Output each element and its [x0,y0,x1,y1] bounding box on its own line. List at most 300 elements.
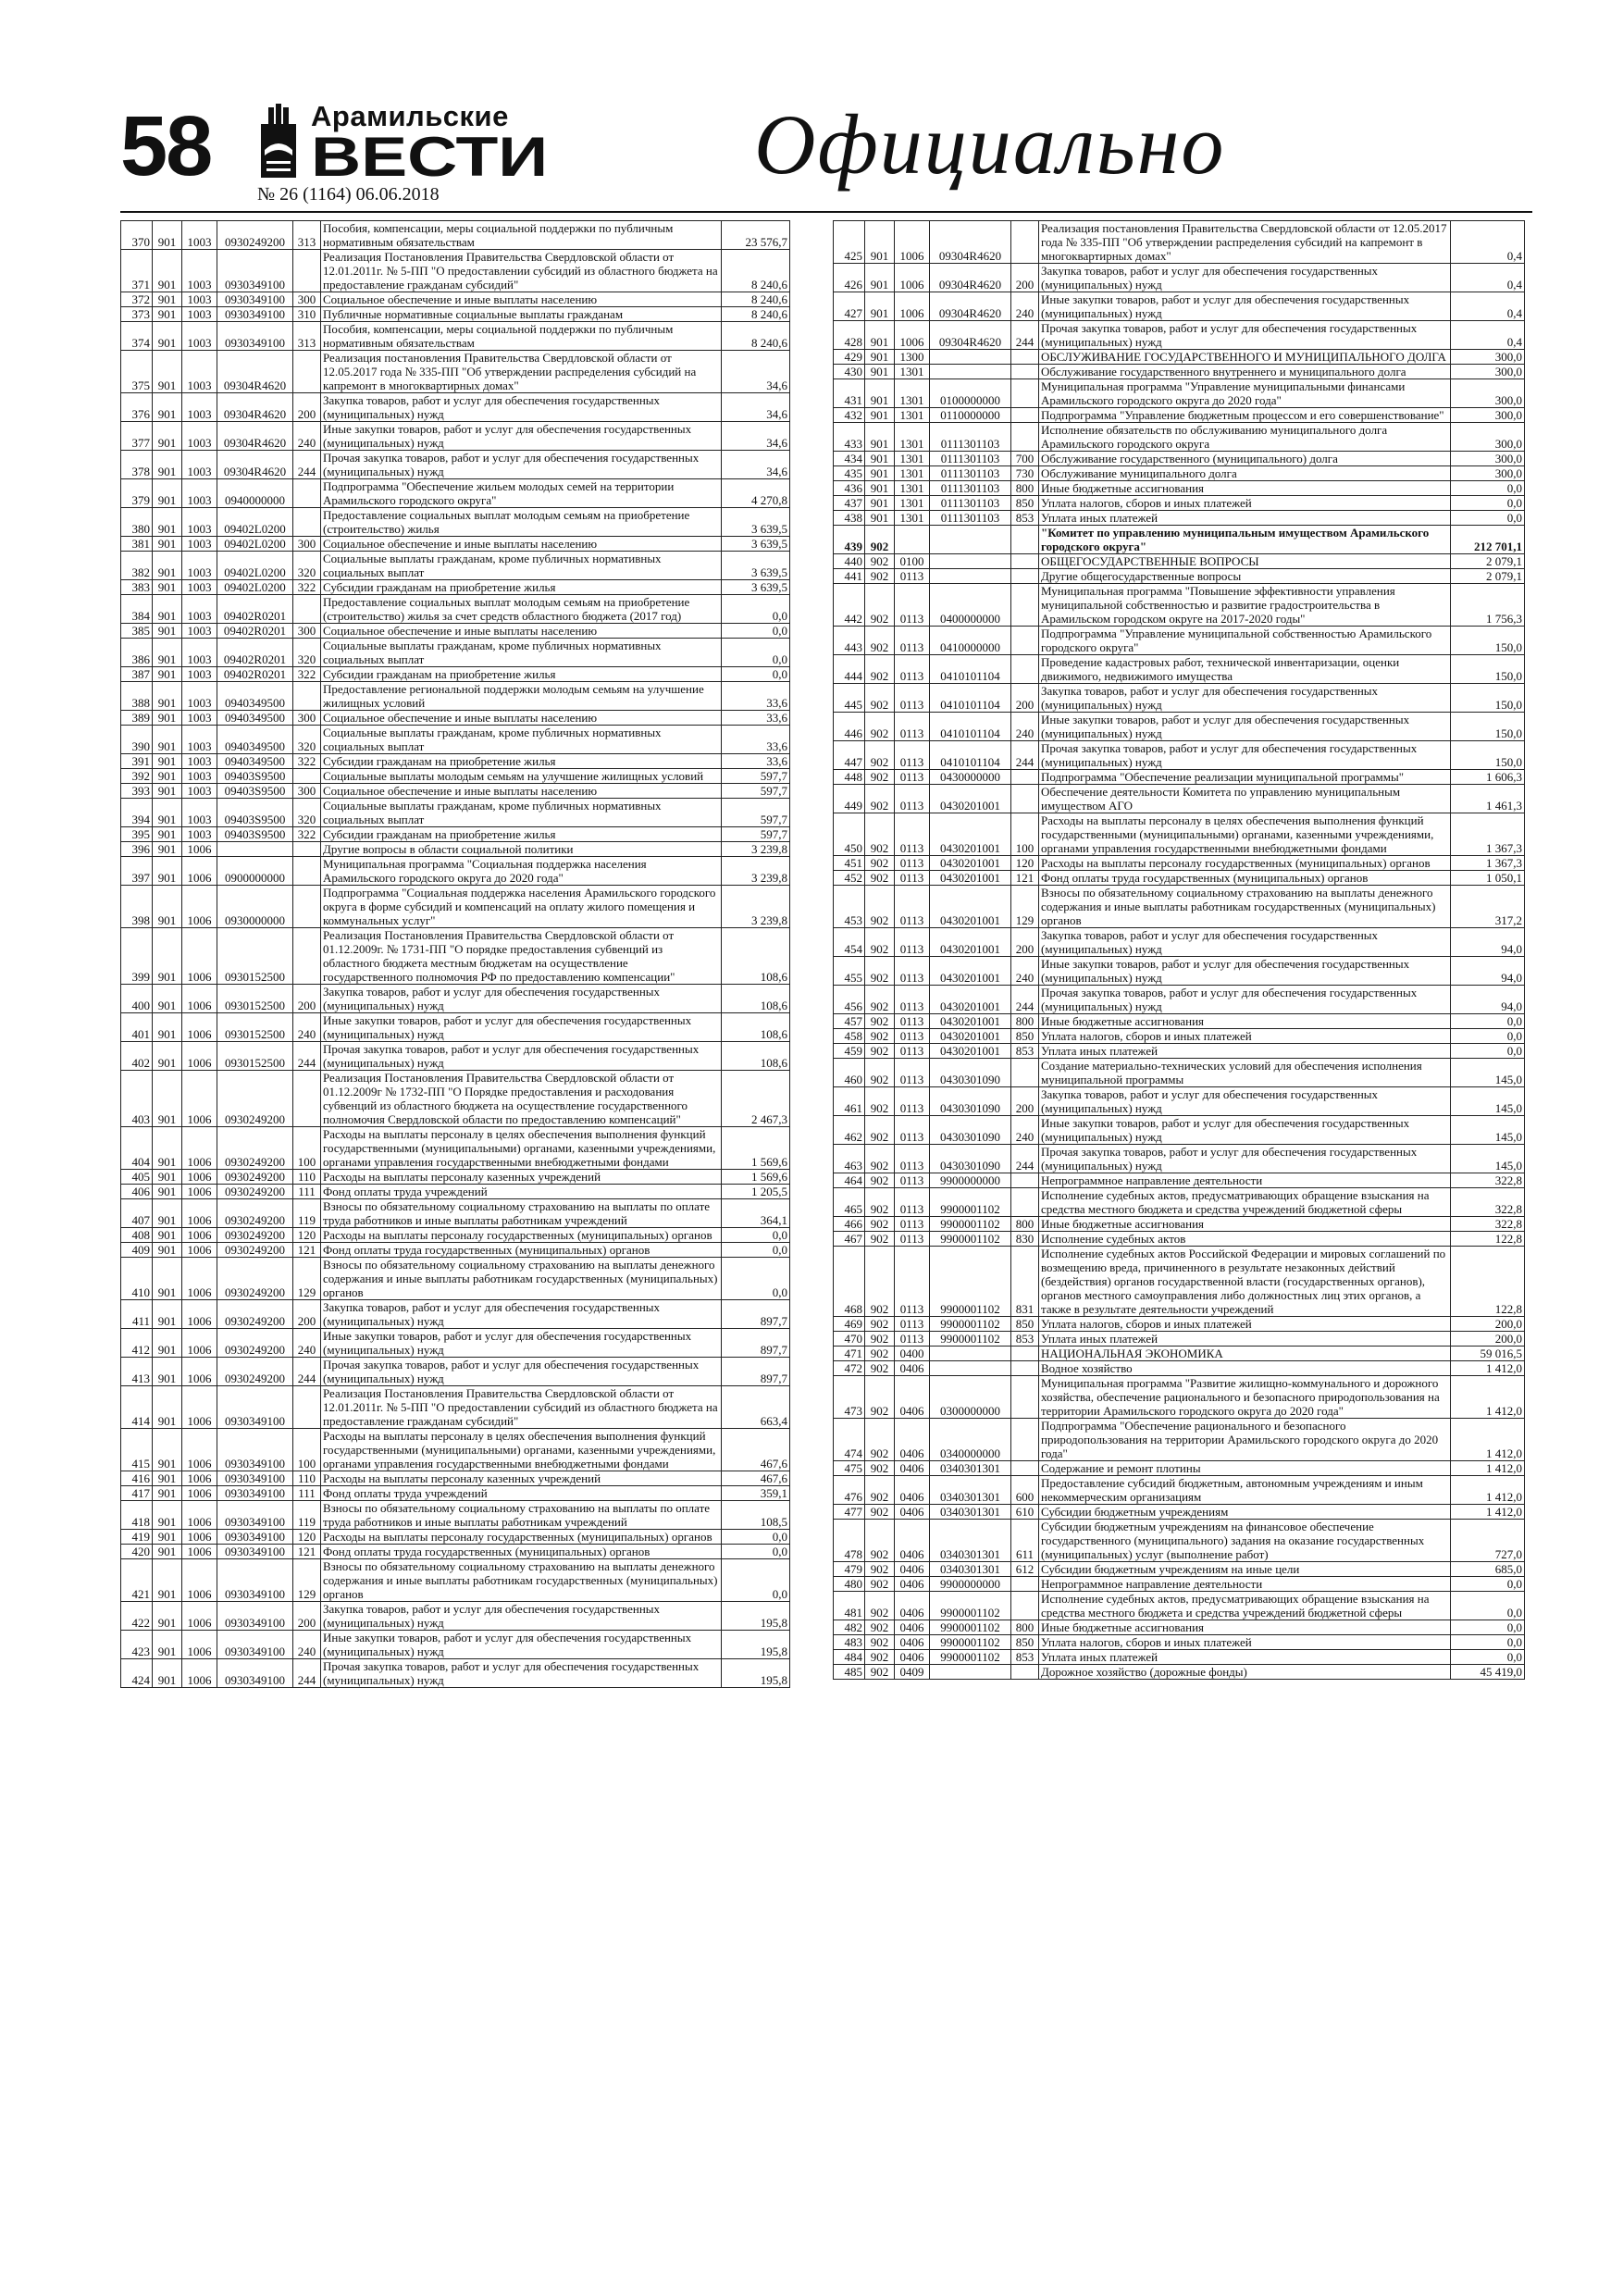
ministry-code: 902 [865,1059,895,1087]
ministry-code: 901 [153,1258,182,1300]
item-name: Непрограммное направление деятельности [1039,1577,1451,1592]
item-name: Прочая закупка товаров, работ и услуг для обеспечения государственных (муниципальных) нужд [321,1358,722,1386]
item-name: Прочая закупка товаров, работ и услуг для обеспечения государственных (муниципальных) нужд [321,451,722,479]
table-row [834,1376,1525,1419]
ministry-code: 901 [153,1127,182,1170]
section-code: 1003 [182,552,217,580]
expense-type: 200 [1011,1087,1039,1116]
table-row [121,1228,790,1243]
table-row [834,986,1525,1014]
section-code: 1003 [182,537,217,552]
item-name: Социальные выплаты гражданам, кроме публичных нормативных социальных выплат [321,552,722,580]
table-row [834,496,1525,511]
item-name: Закупка товаров, работ и услуг для обеспечения государственных (муниципальных) нужд [321,985,722,1013]
table-row [834,813,1525,856]
ministry-code: 902 [865,1461,895,1476]
section-code: 1006 [182,1127,217,1170]
table-row [121,552,790,580]
table-row [834,1317,1525,1332]
target-code: 09403S9500 [217,769,293,784]
section-code: 1301 [895,466,930,481]
target-code: 0930249200 [217,221,293,250]
item-name: Подпрограмма "Обеспечение рационального и безопасного природопользования на территории Арамильского городского округа до 2020 года" [1039,1419,1451,1461]
table-row [834,1044,1525,1059]
target-code [930,569,1011,584]
target-code: 0430201001 [930,886,1011,928]
amount: 94,0 [1451,986,1525,1014]
table-row [834,1419,1525,1461]
item-name: Расходы на выплаты персоналу в целях обеспечения выполнения функций государственными (муниципальными) органами, казенными учреждениями, органами управления государственными внебюджетными фондами [321,1127,722,1170]
table-row [834,423,1525,452]
amount: 8 240,6 [722,322,790,351]
target-code: 0430201001 [930,785,1011,813]
target-code: 0930349100 [217,1559,293,1602]
expense-type: 700 [1011,452,1039,466]
expense-type: 800 [1011,1620,1039,1635]
item-name: Другие вопросы в области социальной политики [321,842,722,857]
section-code: 0113 [895,1188,930,1217]
row-number: 380 [121,508,153,537]
expense-type: 320 [293,726,321,754]
target-code: 9900001102 [930,1232,1011,1247]
row-number: 437 [834,496,865,511]
table-row [834,1620,1525,1635]
item-name: Предоставление социальных выплат молодым семьям на приобретение (строительство) жилья за счет средств областного бюджета (2017 год) [321,595,722,624]
expense-type: 853 [1011,1044,1039,1059]
ministry-code: 901 [153,639,182,667]
section-code: 1003 [182,769,217,784]
section-code: 1003 [182,711,217,726]
section-code: 1003 [182,422,217,451]
item-name: Прочая закупка товаров, работ и услуг для обеспечения государственных (муниципальных) нужд [1039,741,1451,770]
table-row [834,350,1525,365]
section-code: 1301 [895,423,930,452]
target-code: 0430201001 [930,871,1011,886]
row-number: 482 [834,1620,865,1635]
row-number: 378 [121,451,153,479]
ministry-code: 901 [865,221,895,264]
section-code: 1006 [182,1631,217,1659]
item-name: Прочая закупка товаров, работ и услуг для обеспечения государственных (муниципальных) нужд [321,1659,722,1688]
amount: 0,0 [1451,1044,1525,1059]
table-row [834,684,1525,713]
ministry-code: 902 [865,1347,895,1361]
item-name: Уплата налогов, сборов и иных платежей [1039,1635,1451,1650]
section-code: 0113 [895,770,930,785]
item-name: Уплата иных платежей [1039,1332,1451,1347]
expense-type: 600 [1011,1476,1039,1505]
expense-type [1011,1347,1039,1361]
expense-type [293,595,321,624]
ministry-code: 901 [153,580,182,595]
amount: 300,0 [1451,408,1525,423]
row-number: 436 [834,481,865,496]
table-row [834,1476,1525,1505]
section-code: 0113 [895,886,930,928]
section-code: 1003 [182,508,217,537]
table-row [121,1127,790,1170]
ministry-code: 901 [153,1228,182,1243]
expense-type: 120 [1011,856,1039,871]
table-row [834,1361,1525,1376]
table-row [121,1545,790,1559]
row-number: 435 [834,466,865,481]
amount: 1 569,6 [722,1127,790,1170]
section-code: 1301 [895,511,930,526]
section-code: 1003 [182,479,217,508]
table-row [834,1461,1525,1476]
expense-type: 240 [1011,957,1039,986]
expense-type [1011,423,1039,452]
row-number: 438 [834,511,865,526]
table-row [121,842,790,857]
row-number: 431 [834,379,865,408]
table-row [834,569,1525,584]
section-code: 1006 [182,1300,217,1329]
item-name: Субсидии бюджетным учреждениям [1039,1505,1451,1520]
item-name: Иные закупки товаров, работ и услуг для обеспечения государственных (муниципальных) нужд [321,1013,722,1042]
expense-type: 200 [1011,928,1039,957]
amount: 317,2 [1451,886,1525,928]
target-code: 9900001102 [930,1332,1011,1347]
item-name: Социальное обеспечение и иные выплаты населению [321,784,722,799]
item-name: Иные закупки товаров, работ и услуг для обеспечения государственных (муниципальных) нужд [321,422,722,451]
ministry-code: 902 [865,526,895,554]
section-code: 0406 [895,1505,930,1520]
item-name: Закупка товаров, работ и услуг для обеспечения государственных (муниципальных) нужд [1039,684,1451,713]
row-number: 402 [121,1042,153,1071]
target-code: 09304R4620 [930,292,1011,321]
target-code: 0930249200 [217,1185,293,1199]
section-code: 0409 [895,1665,930,1680]
table-row [834,1577,1525,1592]
row-number: 470 [834,1332,865,1347]
target-code: 0930249200 [217,1071,293,1127]
brand-subtitle: Арамильские [311,100,509,132]
ministry-code: 902 [865,627,895,655]
target-code: 0930249200 [217,1300,293,1329]
target-code: 0111301103 [930,481,1011,496]
item-name: Муниципальная программа "Повышение эффективности управления муниципальной собственностью и развитие градостроительства в Арамильском городском округе на 2017-2020 годы" [1039,584,1451,627]
target-code: 0430301090 [930,1116,1011,1145]
amount: 0,0 [1451,1620,1525,1635]
amount: 0,4 [1451,321,1525,350]
ministry-code: 901 [153,985,182,1013]
target-code: 0930349100 [217,1530,293,1545]
row-number: 393 [121,784,153,799]
section-code: 1003 [182,667,217,682]
ministry-code: 901 [153,1530,182,1545]
item-name: Расходы на выплаты персоналу казенных учреждений [321,1471,722,1486]
amount: 0,0 [722,595,790,624]
section-code: 0406 [895,1476,930,1505]
target-code: 0111301103 [930,466,1011,481]
row-number: 418 [121,1501,153,1530]
section-code: 1006 [182,1358,217,1386]
amount: 0,0 [722,1545,790,1559]
section-code: 0113 [895,713,930,741]
section-code: 0113 [895,655,930,684]
row-number: 421 [121,1559,153,1602]
table-row [121,1329,790,1358]
item-name: Непрограммное направление деятельности [1039,1173,1451,1188]
amount: 1 569,6 [722,1170,790,1185]
amount: 322,8 [1451,1217,1525,1232]
row-number: 424 [121,1659,153,1688]
table-row [121,1429,790,1471]
target-code: 0930349100 [217,1501,293,1530]
section-code: 0406 [895,1461,930,1476]
section-code: 1006 [895,292,930,321]
row-number: 386 [121,639,153,667]
row-number: 465 [834,1188,865,1217]
expense-type: 322 [293,580,321,595]
ministry-code: 901 [153,351,182,393]
table-row [834,886,1525,928]
amount: 195,8 [722,1602,790,1631]
table-row [834,1592,1525,1620]
row-number: 382 [121,552,153,580]
item-name: Взносы по обязательному социальному страхованию на выплаты по оплате труда работников и иные выплаты работникам учреждений [321,1199,722,1228]
table-row [834,1665,1525,1680]
target-code: 09304R4620 [217,393,293,422]
section-code: 1006 [182,886,217,928]
table-row [121,667,790,682]
amount: 59 016,5 [1451,1347,1525,1361]
row-number: 439 [834,526,865,554]
target-code: 0930349100 [217,292,293,307]
row-number: 423 [121,1631,153,1659]
row-number: 426 [834,264,865,292]
amount: 597,7 [722,784,790,799]
target-code: 9900001102 [930,1247,1011,1317]
expense-type: 244 [1011,1145,1039,1173]
target-code: 09304R4620 [217,451,293,479]
section-code: 1301 [895,365,930,379]
expense-type: 240 [293,1631,321,1659]
amount: 0,0 [722,1228,790,1243]
section-code: 1006 [182,1258,217,1300]
table-row [121,451,790,479]
item-name: Иные закупки товаров, работ и услуг для обеспечения государственных (муниципальных) нужд [321,1329,722,1358]
item-name: Фонд оплаты труда государственных (муниципальных) органов [321,1243,722,1258]
expense-type [1011,1592,1039,1620]
section-code: 1006 [182,1228,217,1243]
target-code: 0410101104 [930,655,1011,684]
amount: 300,0 [1451,365,1525,379]
expense-type: 100 [1011,813,1039,856]
row-number: 401 [121,1013,153,1042]
item-name: Создание материально-технических условий для обеспечения исполнения муниципальной программы [1039,1059,1451,1087]
ministry-code: 902 [865,1116,895,1145]
item-name: Расходы на выплаты персоналу казенных учреждений [321,1170,722,1185]
item-name: Социальное обеспечение и иные выплаты населению [321,624,722,639]
expense-type [1011,1577,1039,1592]
ministry-code: 901 [153,754,182,769]
amount: 108,6 [722,928,790,985]
expense-type [293,1071,321,1127]
expense-type [1011,584,1039,627]
row-number: 432 [834,408,865,423]
section-code: 0113 [895,1014,930,1029]
section-code: 1006 [182,842,217,857]
coat-of-arms-icon [257,104,300,181]
expense-type: 244 [293,1659,321,1688]
target-code: 0111301103 [930,452,1011,466]
row-number: 403 [121,1071,153,1127]
table-row [834,928,1525,957]
ministry-code: 902 [865,684,895,713]
row-number: 376 [121,393,153,422]
item-name: Иные бюджетные ассигнования [1039,1620,1451,1635]
table-row [834,1635,1525,1650]
amount: 727,0 [1451,1520,1525,1562]
target-code: 09304R4620 [930,321,1011,350]
target-code: 0340301301 [930,1562,1011,1577]
item-name: Предоставление социальных выплат молодым семьям на приобретение (строительство) жилья [321,508,722,537]
section-code: 1003 [182,754,217,769]
expense-type: 100 [293,1127,321,1170]
ministry-code: 902 [865,1232,895,1247]
item-name: Социальное обеспечение и иные выплаты населению [321,711,722,726]
amount: 0,0 [722,1530,790,1545]
ministry-code: 902 [865,1476,895,1505]
ministry-code: 901 [865,379,895,408]
expense-type [1011,1188,1039,1217]
ministry-code: 901 [153,928,182,985]
budget-table-right [833,220,1525,1680]
table-row [834,1145,1525,1173]
amount: 0,4 [1451,221,1525,264]
item-name: Обеспечение деятельности Комитета по управлению муниципальным имуществом АГО [1039,785,1451,813]
table-row [121,322,790,351]
table-row [121,769,790,784]
table-row [121,886,790,928]
ministry-code: 902 [865,928,895,957]
table-row [121,537,790,552]
budget-table-left [120,220,790,1688]
section-code: 0113 [895,957,930,986]
item-name: НАЦИОНАЛЬНАЯ ЭКОНОМИКА [1039,1347,1451,1361]
table-row [834,365,1525,379]
target-code: 0430201001 [930,986,1011,1014]
expense-type: 800 [1011,1217,1039,1232]
row-number: 425 [834,221,865,264]
item-name: Социальное обеспечение и иные выплаты населению [321,292,722,307]
expense-type: 120 [293,1228,321,1243]
row-number: 397 [121,857,153,886]
table-row [121,1071,790,1127]
ministry-code: 901 [153,1429,182,1471]
expense-type [293,886,321,928]
target-code: 0930000000 [217,886,293,928]
ministry-code: 902 [865,1188,895,1217]
section-code: 0406 [895,1592,930,1620]
target-code: 0430201001 [930,1014,1011,1029]
row-number: 398 [121,886,153,928]
expense-type: 200 [1011,264,1039,292]
ministry-code: 901 [153,508,182,537]
row-number: 477 [834,1505,865,1520]
table-row [834,770,1525,785]
ministry-code: 901 [153,1185,182,1199]
expense-type: 320 [293,639,321,667]
table-row [121,508,790,537]
row-number: 375 [121,351,153,393]
row-number: 405 [121,1170,153,1185]
ministry-code: 901 [153,1042,182,1071]
table-row [121,928,790,985]
target-code: 0110000000 [930,408,1011,423]
row-number: 417 [121,1486,153,1501]
target-code: 0930349100 [217,1631,293,1659]
amount: 300,0 [1451,452,1525,466]
section-code: 1003 [182,292,217,307]
expense-type: 611 [1011,1520,1039,1562]
row-number: 462 [834,1116,865,1145]
item-name: Уплата иных платежей [1039,1044,1451,1059]
target-code: 09403S9500 [217,799,293,827]
target-code [930,554,1011,569]
section-code: 1006 [182,1185,217,1199]
item-name: Взносы по обязательному социальному страхованию на выплаты денежного содержания и иные выплаты работникам государственных (муниципальных) органов [1039,886,1451,928]
target-code: 0940349500 [217,726,293,754]
amount: 1 412,0 [1451,1419,1525,1461]
amount: 34,6 [722,351,790,393]
section-code: 1301 [895,481,930,496]
ministry-code: 902 [865,1087,895,1116]
ministry-code: 901 [153,842,182,857]
table-row [121,1631,790,1659]
ministry-code: 901 [865,365,895,379]
target-code: 09402R0201 [217,639,293,667]
table-row [834,1505,1525,1520]
section-code: 1006 [182,928,217,985]
target-code: 0930349100 [217,1545,293,1559]
amount: 1 205,5 [722,1185,790,1199]
expense-type: 244 [1011,741,1039,770]
ministry-code: 901 [153,1013,182,1042]
amount: 0,0 [1451,481,1525,496]
ministry-code: 901 [153,726,182,754]
item-name: Исполнение судебных актов Российской Федерации и мировых соглашений по возмещению вреда, причиненного в результате незаконных действий (бездействия) органов государственной власти (государственных органов), органов местного самоуправления либо должностных лиц этих органов, а также в результате деятельности учреждений [1039,1247,1451,1317]
section-code: 0113 [895,627,930,655]
target-code [930,1665,1011,1680]
expense-type [1011,627,1039,655]
item-name: Предоставление субсидий бюджетным, автономным учреждениям и иным некоммерческим организациям [1039,1476,1451,1505]
amount: 359,1 [722,1486,790,1501]
expense-type [1011,379,1039,408]
ministry-code: 901 [865,481,895,496]
amount: 0,0 [1451,496,1525,511]
item-name: Закупка товаров, работ и услуг для обеспечения государственных (муниципальных) нужд [321,1602,722,1631]
expense-type [1011,1419,1039,1461]
target-code: 9900001102 [930,1188,1011,1217]
target-code: 0930349100 [217,1486,293,1501]
row-number: 406 [121,1185,153,1199]
row-number: 476 [834,1476,865,1505]
expense-type [1011,785,1039,813]
expense-type: 121 [1011,871,1039,886]
section-code: 1003 [182,351,217,393]
section-code: 1006 [182,1386,217,1429]
item-name: Субсидии бюджетным учреждениям на финансовое обеспечение государственного (муниципального) задания на оказание государственных (муниципальных) услуг (выполнение работ) [1039,1520,1451,1562]
amount: 897,7 [722,1329,790,1358]
target-code: 0111301103 [930,511,1011,526]
table-row [121,479,790,508]
row-number: 469 [834,1317,865,1332]
target-code: 0930349100 [217,1659,293,1688]
